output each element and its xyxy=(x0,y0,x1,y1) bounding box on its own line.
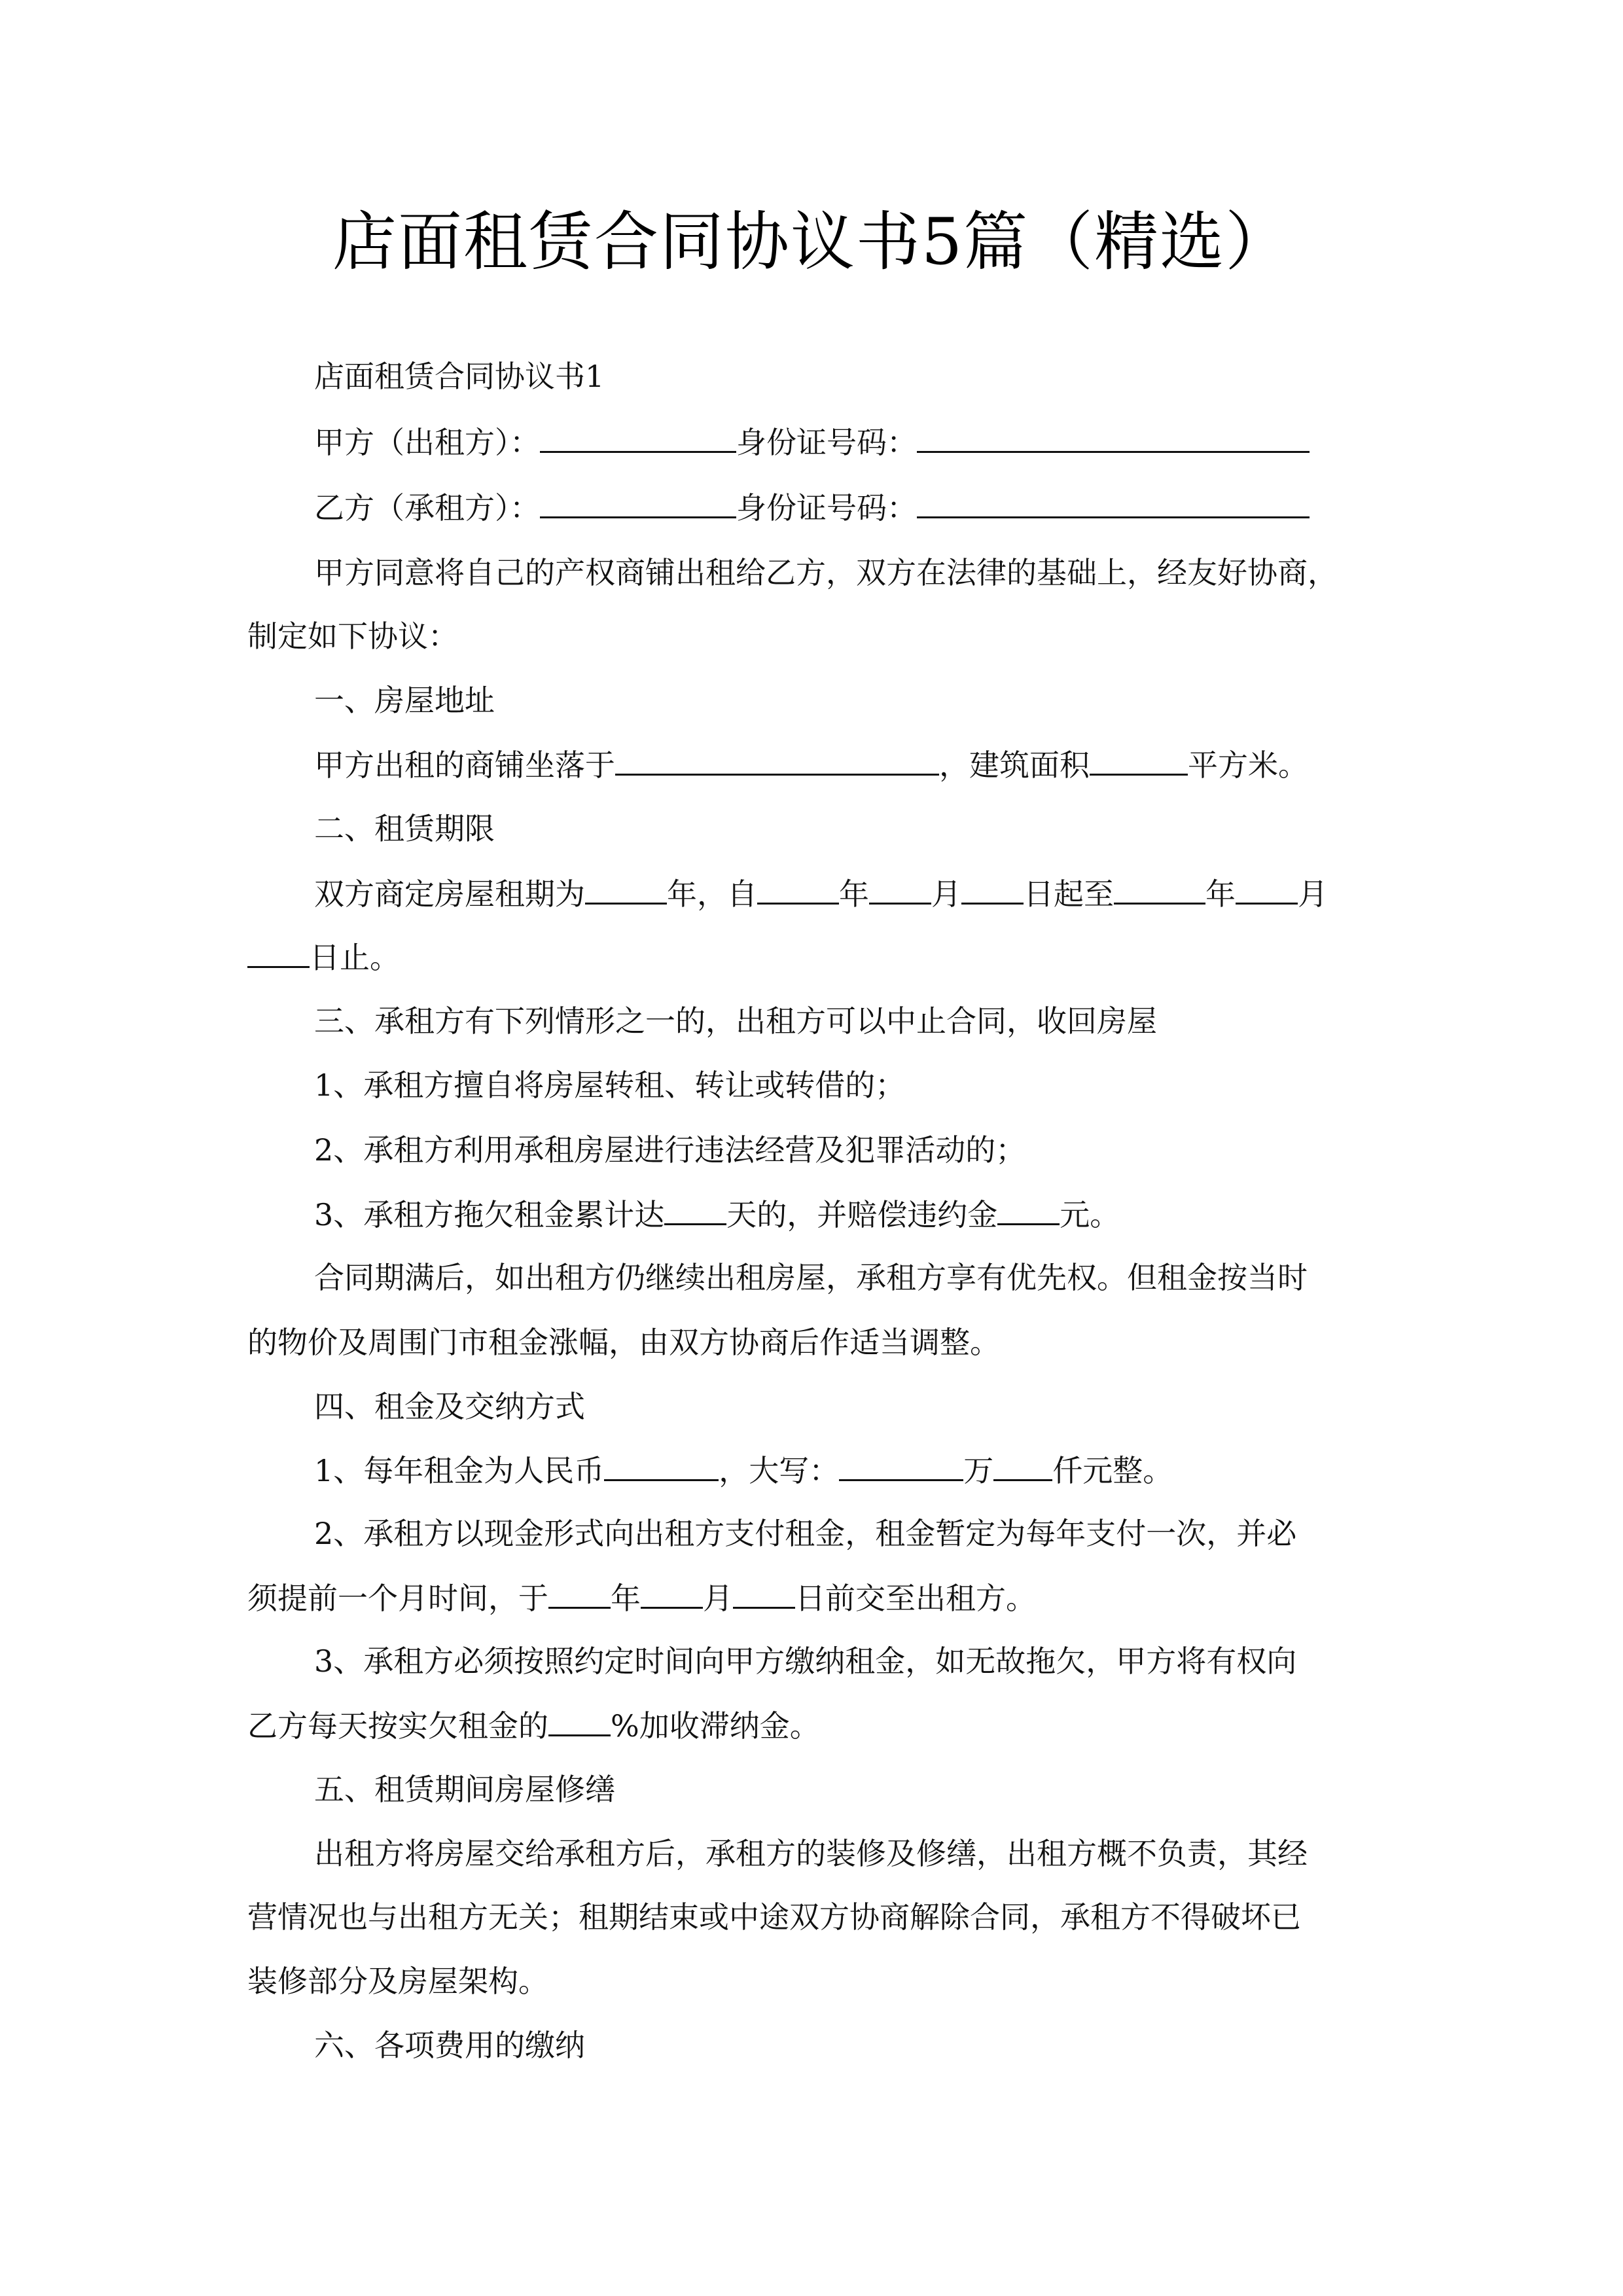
section-4-item-3-line-2 xyxy=(247,1706,820,1746)
rent-uppercase-blank xyxy=(839,1450,963,1481)
party-a-name-blank xyxy=(540,422,736,453)
end-day-unit: 日止。 xyxy=(310,940,400,975)
section-5-line-1: 出租方将房屋交给承租方后，承租方的装修及修缮，出租方概不负责，其经 xyxy=(314,1836,1308,1871)
payment-year-unit: 年 xyxy=(611,1581,641,1616)
intro-line-1: 甲方同意将自己的产权商铺出租给乙方，双方在法律的基础上，经友好协商， xyxy=(314,555,1338,590)
section-3-note-line-1: 合同期满后，如出租方仍继续出租房屋，承租方享有优先权。但租金按当时 xyxy=(314,1260,1308,1295)
party-a-id-blank xyxy=(917,422,1310,453)
late-fee-percent-blank xyxy=(548,1706,611,1736)
rent-qian-unit: 仟元整。 xyxy=(1052,1453,1173,1488)
section-5-line-3: 装修部分及房屋架构。 xyxy=(247,1964,548,1999)
section-1-address xyxy=(314,745,1308,785)
section-5-line-2: 营情况也与出租方无关；租期结束或中途双方协商解除合同，承租方不得破坏已 xyxy=(247,1899,1301,1935)
area-unit: 平方米。 xyxy=(1188,747,1308,783)
document-title: 店面租赁合同协议书5篇（精选） xyxy=(332,205,1291,279)
area-blank xyxy=(1090,745,1188,776)
section-6-title: 六、各项费用的缴纳 xyxy=(314,2028,585,2063)
penalty-unit: 元。 xyxy=(1060,1197,1120,1232)
payment-month-unit: 月 xyxy=(703,1581,733,1616)
term-text: 双方商定房屋租期为 xyxy=(314,876,585,912)
section-4-item-2-line-1: 2、承租方以现金形式向出租方支付租金，租金暂定为每年支付一次，并必 xyxy=(314,1516,1297,1551)
start-day-blank xyxy=(961,874,1024,905)
section-3-title: 三、承租方有下列情形之一的，出租方可以中止合同，收回房屋 xyxy=(314,1003,1157,1039)
arrears-days-blank xyxy=(664,1194,726,1225)
section-2-term-end xyxy=(247,937,400,977)
term-years-blank xyxy=(585,874,667,905)
payment-day-blank xyxy=(733,1578,795,1609)
start-year-unit: 年 xyxy=(839,876,869,912)
late-fee-unit: %加收滞纳金。 xyxy=(611,1708,820,1744)
arrears-text: 3、承租方拖欠租金累计达 xyxy=(314,1197,665,1232)
end-month-unit: 月 xyxy=(1298,876,1328,912)
party-b-name-blank xyxy=(540,488,736,518)
start-month-blank xyxy=(869,874,931,905)
section-4-item-3-line-1: 3、承租方必须按照约定时间向甲方缴纳租金，如无故拖欠，甲方将有权向 xyxy=(314,1643,1297,1679)
party-b-line xyxy=(314,488,1310,528)
address-text: 甲方出租的商铺坐落于 xyxy=(314,747,615,783)
section-3-item-2: 2、承租方利用承租房屋进行违法经营及犯罪活动的； xyxy=(314,1132,1026,1168)
intro-line-2: 制定如下协议： xyxy=(247,619,458,654)
section-3-note-line-2: 的物价及周围门市租金涨幅，由双方协商后作适当调整。 xyxy=(247,1325,1000,1360)
late-fee-text: 乙方每天按实欠租金的 xyxy=(247,1708,548,1744)
payment-due-text: 须提前一个月时间，于 xyxy=(247,1581,548,1616)
party-a-label: 甲方（出租方）： xyxy=(314,425,540,460)
section-2-title: 二、租赁期限 xyxy=(314,811,495,846)
section-4-item-1 xyxy=(314,1450,1173,1490)
term-from: 年，自 xyxy=(667,876,757,912)
payment-day-unit: 日前交至出租方。 xyxy=(795,1581,1036,1616)
party-a-line xyxy=(314,422,1310,462)
address-blank xyxy=(615,745,939,776)
rent-qian-blank xyxy=(993,1450,1052,1481)
document-subtitle: 店面租赁合同协议书1 xyxy=(314,359,605,394)
area-text: ，建筑面积 xyxy=(939,747,1090,783)
start-year-blank xyxy=(757,874,839,905)
section-4-item-2-line-2 xyxy=(247,1578,1036,1618)
end-month-blank xyxy=(1236,874,1298,905)
rent-wan-unit: 万 xyxy=(963,1453,994,1488)
payment-month-blank xyxy=(641,1578,703,1609)
section-4-title: 四、租金及交纳方式 xyxy=(314,1389,585,1424)
party-b-id-blank xyxy=(917,488,1310,518)
section-3-item-3 xyxy=(314,1194,1120,1234)
section-1-title: 一、房屋地址 xyxy=(314,683,495,718)
end-year-blank xyxy=(1114,874,1205,905)
section-5-title: 五、租赁期间房屋修缮 xyxy=(314,1772,615,1807)
end-year-unit: 年 xyxy=(1205,876,1236,912)
penalty-amount-blank xyxy=(997,1194,1060,1225)
rent-uppercase-text: ，大写： xyxy=(719,1453,840,1488)
party-a-id-label: 身份证号码： xyxy=(736,425,917,460)
rent-amount-blank xyxy=(604,1450,719,1481)
section-3-item-1: 1、承租方擅自将房屋转租、转让或转借的； xyxy=(314,1067,906,1103)
party-b-id-label: 身份证号码： xyxy=(736,490,917,526)
term-to: 日起至 xyxy=(1024,876,1114,912)
start-month-unit: 月 xyxy=(931,876,961,912)
payment-year-blank xyxy=(548,1578,611,1609)
party-b-label: 乙方（承租方）： xyxy=(314,490,540,526)
penalty-text: 天的，并赔偿违约金 xyxy=(726,1197,998,1232)
rent-text: 1、每年租金为人民币 xyxy=(314,1453,605,1488)
end-day-blank xyxy=(247,937,310,968)
section-2-term xyxy=(314,874,1328,914)
